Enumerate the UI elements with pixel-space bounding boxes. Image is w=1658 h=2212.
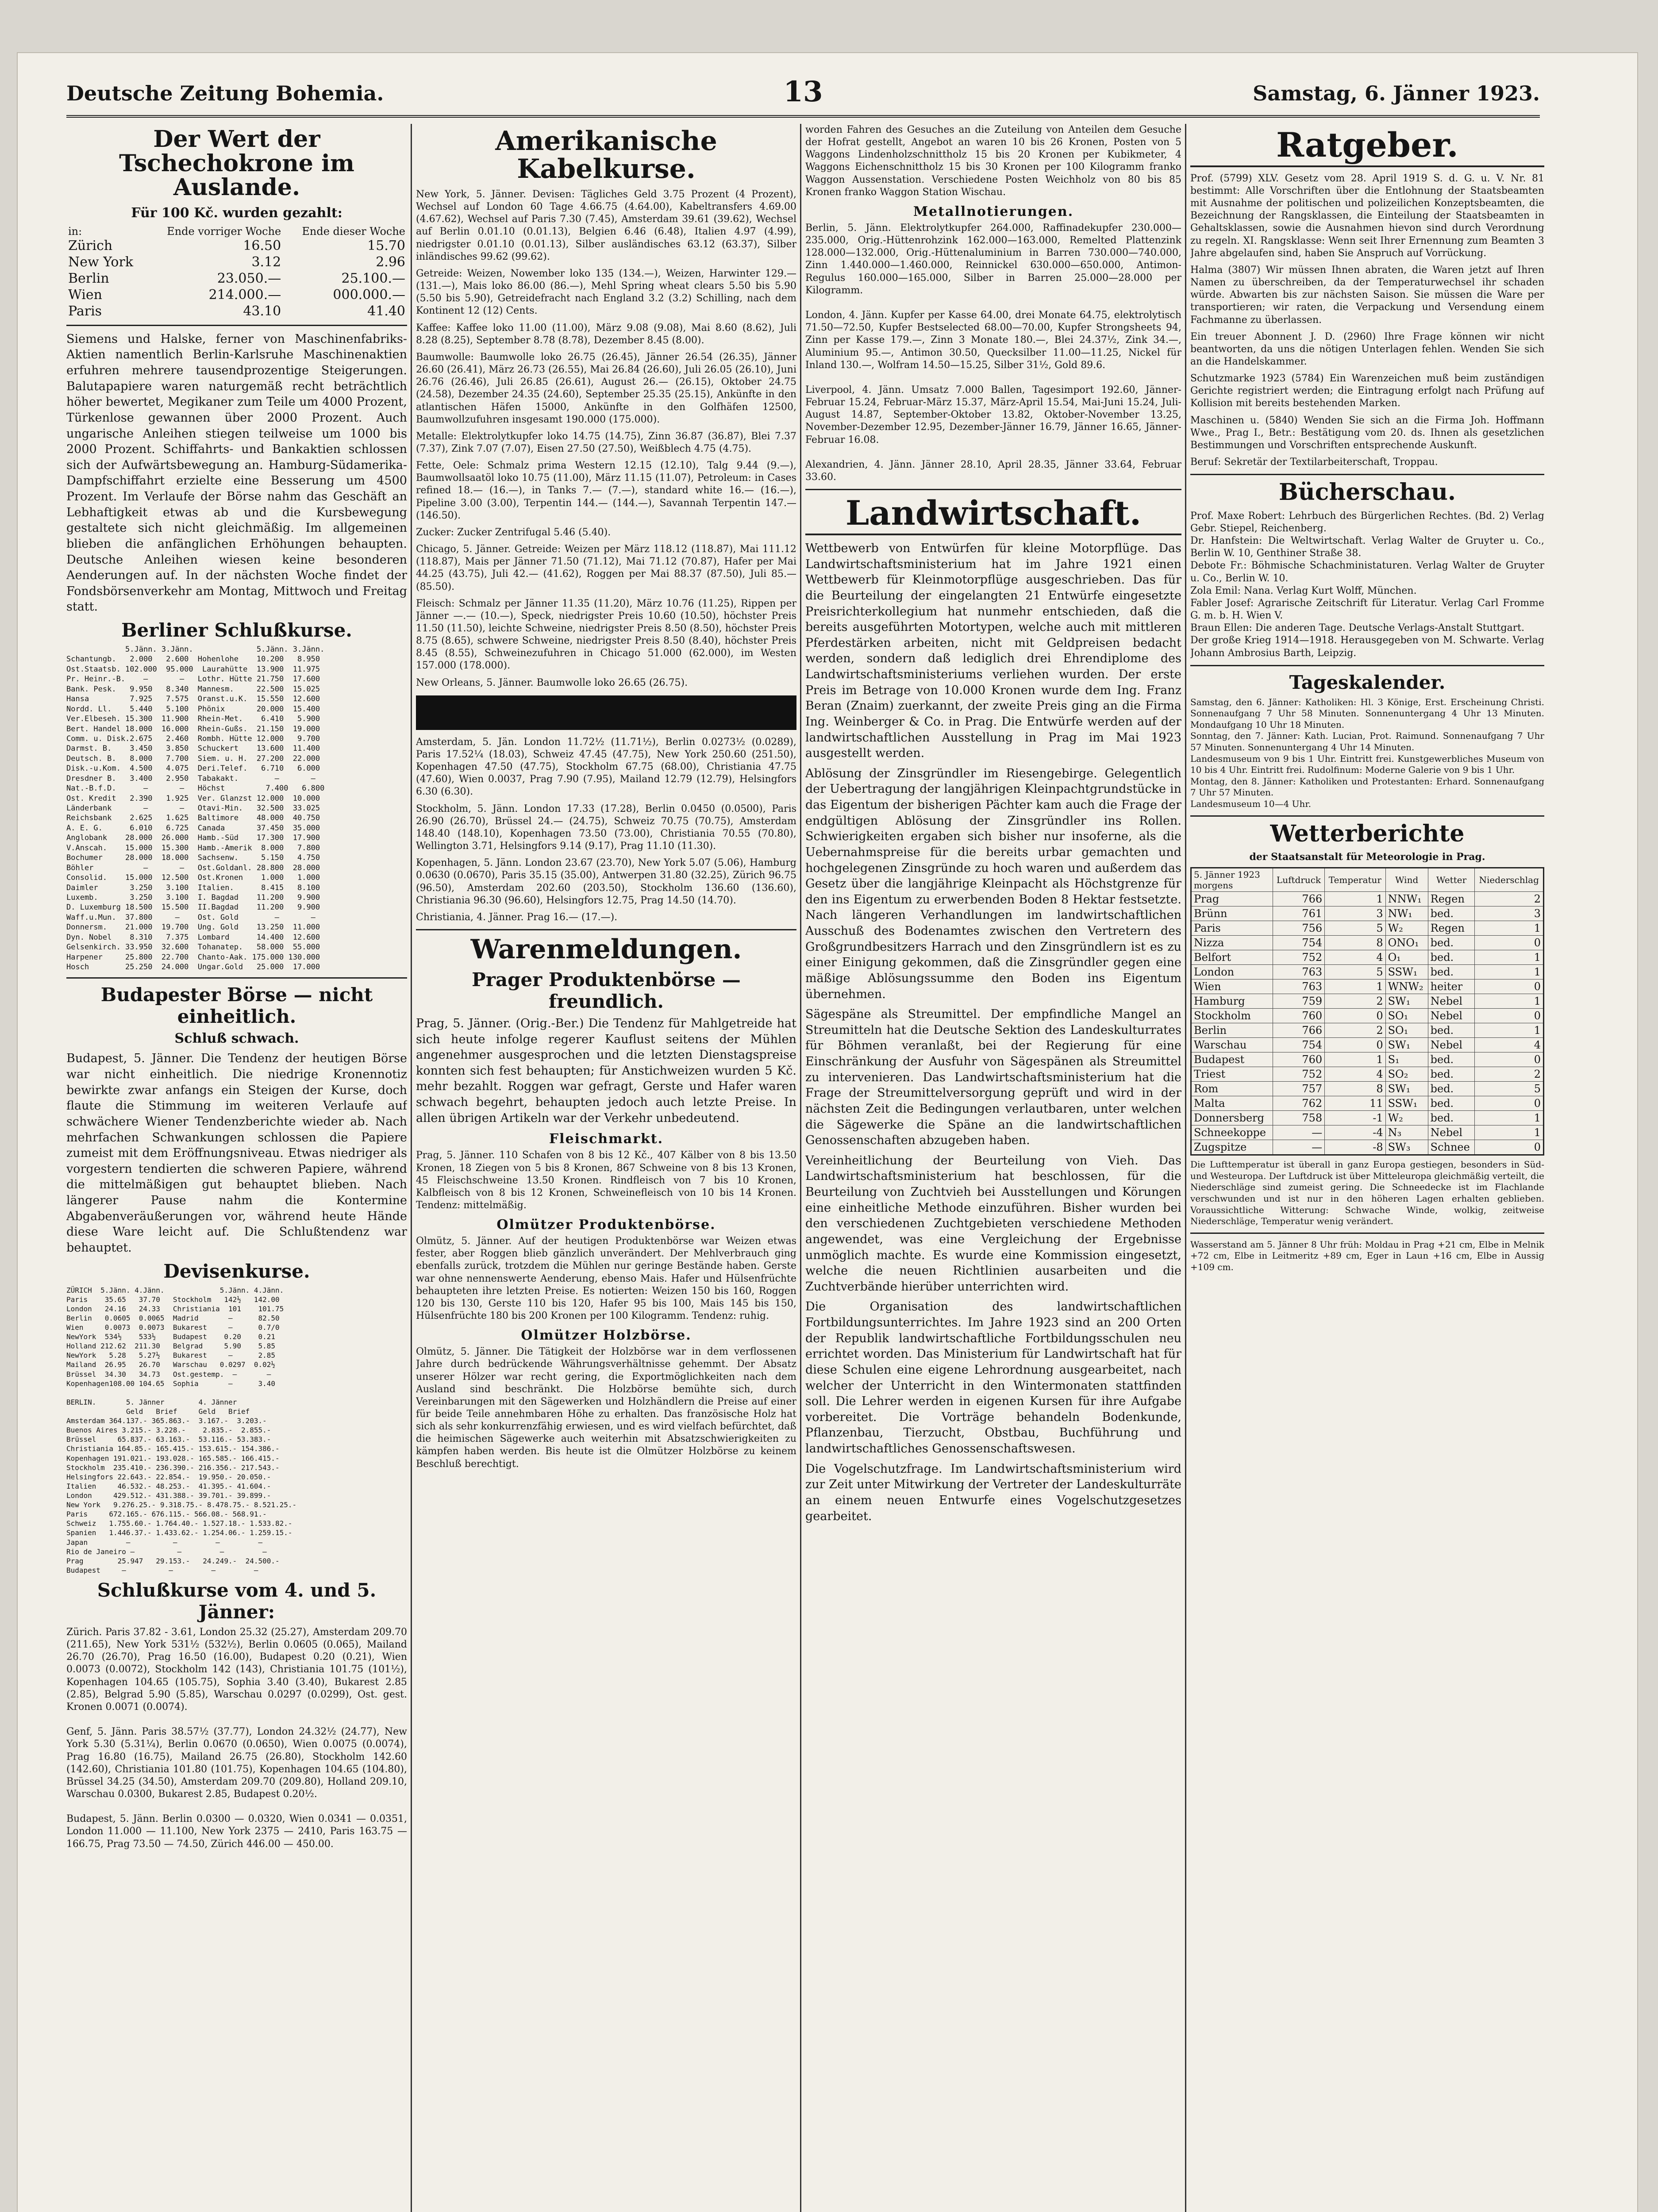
weather-temperature: 0 xyxy=(1325,1009,1385,1023)
masthead-date: Samstag, 6. Jänner 1923. xyxy=(1253,81,1540,105)
weather-temperature: -1 xyxy=(1325,1111,1385,1125)
kabel-paragraph: Fette, Oele: Schmalz prima Western 12.15 (12.10), Talg 9.44 (9.—), Baumwollsaatöl loko 10.75 (11.00), März 11.15 (11.07), Petroleum: in Cases refined 18.— (16.—), in Tanks 7.— (7.—), standard white 16.— (16.—), Pipeline 3.00 (3.00), Terpentin 144.— (144.—), Savannah Terpentin 147.— (146.50). xyxy=(416,460,796,521)
weather-precipitation: 1 xyxy=(1475,950,1544,965)
table-row xyxy=(66,287,407,303)
landwirtschaft-paragraph: Vereinheitlichung der Beurteilung von Vieh. Das Landwirtschaftsministerium hat beschlossen, für die Beurteilung von Zuchtvieh bei Ausstellungen und Körungen eine einheitliche Methode einzuführen. Bisher wurden bei den verschiedenen Zuchtgebieten verschiedene Methoden angewendet, was eine Vergleichung der Ergebnisse unmöglich machte. Es wurde eine Kommission eingesetzt, welche die neuen Richtlinien ausarbeiten und die Zuchtverbände hierüber unterrichten wird. xyxy=(805,1153,1181,1294)
col-head: Temperatur xyxy=(1325,868,1385,892)
kabel-paragraph: Kaffee: Kaffee loko 11.00 (11.00), März 9.08 (9.08), Mai 8.60 (8.62), Juli 8.28 (8.25), September 8.78 (8.78), Dezember 8.45 (8.00). xyxy=(416,322,796,346)
ratgeber-paragraph: Maschinen u. (5840) Wenden Sie sich an die Firma Joh. Hoffmann Wwe., Prag I., Betr.: Bestätigung vom 20. ds. Ihnen als gesetzlichen Bestimmungen und Vorschriften entsprechende Auskunft. xyxy=(1190,415,1544,451)
weather-wind: SW₁ xyxy=(1385,994,1428,1009)
weather-temperature: -4 xyxy=(1325,1125,1385,1140)
weather-precipitation: 1 xyxy=(1475,1111,1544,1125)
table-row xyxy=(1191,936,1544,950)
column-2 xyxy=(416,124,796,2212)
col-head: Niederschlag xyxy=(1475,868,1544,892)
weather-temperature: 3 xyxy=(1325,906,1385,921)
weather-pressure: — xyxy=(1273,1140,1324,1155)
this-value: 15.70 xyxy=(367,238,405,253)
kabel-paragraph: Christiania, 4. Jänner. Prag 16.— (17.—). xyxy=(416,911,618,923)
weather-precipitation: 0 xyxy=(1475,936,1544,950)
budapest-title: Budapester Börse — nicht einheitlich. xyxy=(100,984,373,1028)
kabel-paragraph: Stockholm, 5. Jänn. London 17.33 (17.28), Berlin 0.0450 (0.0500), Paris 26.90 (26.70), Brüssel 24.— (24.75), Schweiz 70.75 (70.75), Amsterdam 148.40 (148.10), Kopenhagen 73.50 (73.00), Christiania 70.55 (70.80), Wellington 3.71, Helsingfors 9.14 (9.17), Prag 11.10 (11.30). xyxy=(416,803,796,852)
time-label: morgens xyxy=(1194,880,1233,891)
weather-wind: SW₁ xyxy=(1385,1082,1428,1096)
prev-value: 43.10 xyxy=(243,303,281,319)
weather-wind: NNW₁ xyxy=(1385,892,1428,906)
weather-place: Triest xyxy=(1191,1067,1273,1082)
weather-pressure: 757 xyxy=(1273,1082,1324,1096)
schlusskurse-title: Schlußkurse vom 4. und 5. Jänner: xyxy=(97,1579,377,1623)
city: Paris xyxy=(68,303,102,319)
kabel-paragraph: Baumwolle: Baumwolle loko 26.75 (26.45), Jänner 26.54 (26.35), Jänner 26.60 (26.41), März 26.73 (26.55), Mai 26.84 (26.60), Juli 26.05 (26.10), Juni 26.76 (26.46), Juli 26.85 (26.61), August 26.— (26.15), Oktober 24.75 (24.58), Dezember 24.35 (24.60), September 25.35 (25.15), Ankünfte in den atlantischen Häfen 15000, Ankünfte in den Golfhäfen 12500, Baumwollzufuhren insgesamt 190.000 (175.000). xyxy=(416,351,796,425)
ratgeber-paragraph: Beruf: Sekretär der Textilarbeiterschaft, Troppau. xyxy=(1190,457,1438,468)
produkten-title: Olmützer Produktenbörse. xyxy=(496,1217,716,1233)
ratgeber-paragraph: Schutzmarke 1923 (5784) Ein Warenzeichen muß beim zuständigen Gerichte registriert werden; die Eintragung erfolgt nach Prüfung auf Kollision mit bereits bestehenden Marken. xyxy=(1190,373,1544,409)
weather-pressure: 754 xyxy=(1273,1038,1324,1052)
masthead-title: Deutsche Zeitung Bohemia. xyxy=(66,81,384,105)
this-value: 2.96 xyxy=(376,254,405,270)
weather-weather: Nebel xyxy=(1428,1038,1475,1052)
weather-temperature: 1 xyxy=(1325,979,1385,994)
berlin-title: Berliner Schlußkurse. xyxy=(121,619,352,641)
weather-pressure: 766 xyxy=(1273,1023,1324,1038)
landwirtschaft-paragraph: Wettbewerb von Entwürfen für kleine Motorpflüge. Das Landwirtschaftsministerium hat im Jahre 1921 einen Wettbewerb für Kleinmotorpflüge ausgeschrieben. Das für die Beurteilung der eingelangten 21 Entwürfe eingesetzte Preisrichterkollegium hat nunmehr entschieden, daß die bereits ausgeführten Motortypen, welche auch mit mittleren Pferdestärken arbeiten, nicht mit Geldpreisen bedacht werden, sondern daß lediglich drei Ehrendiplome des Landwirtschaftsministeriums verliehen wurden. Der erste Preis im Betrage von 10.000 Kronen wurde dem Ing. Franz Beran (Znaim) zuerkannt, der zweite Preis ging an die Firma Ing. Weinberger & Co. in Prag. Die Entwürfe werden auf der landwirtschaftlichen Ausstellung in Prag im Mai 1923 ausgestellt werden. xyxy=(805,541,1181,760)
kabel-paragraph: Kopenhagen, 5. Jänn. London 23.67 (23.70), New York 5.07 (5.06), Hamburg 0.0630 (0.0670), Paris 35.15 (35.00), Antwerpen 31.80 (32.25), Zürich 96.75 (96.50), Amsterdam 202.60 (203.50), Stockholm 136.60 (136.60), Christiania 96.30 (96.60), Helsingfors 12.75, Prag 14.50 (14.70). xyxy=(416,857,796,906)
divider xyxy=(1190,1233,1544,1234)
weather-place: Schneekoppe xyxy=(1191,1125,1273,1140)
weather-wind: SSW₁ xyxy=(1385,1096,1428,1111)
metall-body: Berlin, 5. Jänn. Elektrolytkupfer 264.000, Raffinadekupfer 230.000—235.000, Orig.-Hüttenrohzink 162.000—163.000, Remelted Plattenzink 128.000—132.000, Orig.-Hüttenaluminium in Barren 730.000—740.000, Zinn 1.440.000—1.460.000, Reinnickel 630.000—650.000, Antimon-Regulus 160.000—165.000, Silber in Barren 25.000—28.000 per Kilogramm. London, 4. Jänn. Kupfer per Kasse 64.00, drei Monate 64.75, elektrolytisch 71.50—72.50, Kupfer Bestselected 68.00—70.00, Kupfer Strongsheets 94, Zinn per Kasse 179.—, Zinn 3 Monate 180.—, Blei 24.37½, Zink 34.—, Aluminium 95.—, Antimon 30.50, Quecksilber 11.00—11.25, Nickel für Inland 130.—, Wolfram 14.50—15.25, Silber 31½, Gold 89.6. Liverpool, 4. Jänn. Umsatz 7.000 Ballen, Tagesimport 192.60, Jänner-Februar 15.24, Februar-März 15.37, März-April 15.54, Mai-Juni 15.24, Juli-August 14.87, September-Oktober 13.82, Oktober-November 13.25, November-Dezember 12.95, Dezember-Jänner 16.79, Jänner 16.65, Jänner-Februar 16.08. Alexandrien, 4. Jänn. Jänner 28.10, April 28.35, Jänner 33.64, Februar 33.60. xyxy=(805,222,1181,483)
weather-temperature: 11 xyxy=(1325,1096,1385,1111)
krone-subtitle: Für 100 Kč. wurden gezahlt: xyxy=(131,205,342,221)
divider xyxy=(66,977,407,979)
table-row xyxy=(1191,906,1544,921)
weather-pressure: 761 xyxy=(1273,906,1324,921)
this-value: 000.000.— xyxy=(333,287,405,303)
weather-weather: bed. xyxy=(1428,1111,1475,1125)
weather-place: Stockholm xyxy=(1191,1009,1273,1023)
weather-rows xyxy=(1191,892,1544,1155)
weather-place: Prag xyxy=(1191,892,1273,906)
newspaper-page xyxy=(18,53,1637,2212)
weather-place: Berlin xyxy=(1191,1023,1273,1038)
weather-wind: SW₁ xyxy=(1385,1038,1428,1052)
weather-weather: bed. xyxy=(1428,1096,1475,1111)
weather-temperature: 2 xyxy=(1325,994,1385,1009)
weather-precipitation: 0 xyxy=(1475,1096,1544,1111)
table-row xyxy=(1191,1140,1544,1155)
divider xyxy=(66,325,407,326)
weather-weather: Regen xyxy=(1428,892,1475,906)
column-rule xyxy=(411,124,412,2212)
wetter-title: Wetterberichte xyxy=(1270,820,1465,847)
page-number: 13 xyxy=(783,75,823,108)
this-value: 25.100.— xyxy=(341,270,405,286)
weather-wind: SSW₁ xyxy=(1385,965,1428,979)
ratgeber-title: Ratgeber. xyxy=(1190,127,1544,167)
weather-wind: ONO₁ xyxy=(1385,936,1428,950)
weather-place: Paris xyxy=(1191,921,1273,936)
weather-precipitation: 4 xyxy=(1475,1038,1544,1052)
weather-pressure: 759 xyxy=(1273,994,1324,1009)
table-row xyxy=(66,254,407,270)
city: New York xyxy=(68,254,133,270)
landwirtschaft-title: Landwirtschaft. xyxy=(805,495,1181,535)
krone-table-head xyxy=(66,225,407,238)
weather-weather: bed. xyxy=(1428,1052,1475,1067)
weather-place: Belfort xyxy=(1191,950,1273,965)
kabel-paragraph: Chicago, 5. Jänner. Getreide: Weizen per März 118.12 (118.87), Mai 111.12 (118.87), Mais per Jänner 71.50 (71.12), Mai 71.12 (70.87), Hafer per Mai 44.25 (43.75), Juli 42.— (41.62), Roggen per Mai 88.37 (87.50), Juli 85.— (85.50). xyxy=(416,544,796,592)
wetter-subtitle: der Staatsanstalt für Meteorologie in Prag. xyxy=(1249,851,1485,863)
weather-wind: WNW₂ xyxy=(1385,979,1428,994)
weather-temperature: 4 xyxy=(1325,1067,1385,1082)
divider xyxy=(1190,815,1544,817)
table-row xyxy=(1191,1009,1544,1023)
weather-pressure: 754 xyxy=(1273,936,1324,950)
landwirtschaft-paragraph: Sägespäne als Streumittel. Der empfindliche Mangel an Streumitteln hat die Deutsche Sektion des Landeskulturrates für Böhmen veranlaßt, bei der Regierung für eine Einschränkung der Ausfuhr von Sägespänen als Streumittel zu intervenieren. Das Landwirtschaftsministerium hat die Frage der Streumittelversorgung geprüft und wird in der nächsten Zeit die Bedingungen verlautbaren, unter welchen die Sägewerke die Späne an die landwirtschaftlichen Genossenschaften abzugeben haben. xyxy=(805,1007,1181,1148)
city: Zürich xyxy=(68,238,113,253)
fleisch-body: Prag, 5. Jänner. 110 Schafen von 8 bis 12 Kč., 407 Kälber von 8 bis 13.50 Kronen, 18 Ziegen von 5 bis 8 Kronen, 867 Schweine von 8 bis 13 Kronen, 45 Fleischschweine 13.50 Kronen. Rindfleisch von 7 bis 10 Kronen, Kalbfleisch von 8 bis 12 Kronen, Schweinefleisch von 10 bis 14 Kronen. Tendenz: mittelmäßig. xyxy=(416,1150,796,1211)
weather-temperature: 8 xyxy=(1325,1082,1385,1096)
fleisch-title: Fleischmarkt. xyxy=(549,1131,664,1147)
table-row xyxy=(1191,1111,1544,1125)
kabelkurse-title: Amerikanische Kabelkurse. xyxy=(495,126,717,184)
date-label: 5. Jänner 1923 xyxy=(1194,869,1260,880)
weather-weather: bed. xyxy=(1428,950,1475,965)
weather-wind: SW₃ xyxy=(1385,1140,1428,1155)
weather-weather: bed. xyxy=(1428,965,1475,979)
weather-wind: N₃ xyxy=(1385,1125,1428,1140)
weather-pressure: 760 xyxy=(1273,1009,1324,1023)
weather-weather: bed. xyxy=(1428,936,1475,950)
weather-precipitation: 1 xyxy=(1475,1125,1544,1140)
tageskalender-title: Tageskalender. xyxy=(1289,671,1446,693)
budapest-body: Budapest, 5. Jänner. Die Tendenz der heutigen Börse war nicht einheitlich. Die niedrige Kronennotiz bewirkte zwar anfangs ein Steigen der Kurse, doch flaute die Stimmung im weiteren Verlaufe auf schwächere Wiener Tendenzberichte wieder ab. Nach mehrfachen Schwankungen schlossen die Papiere zumeist mit dem Eröffnungsniveau. Etwas niedriger als vorgestern tendierten die schweren Papiere, während die mittelmäßigen gut behauptet blieben. Nach längerer Pause nahm die Kontermine Abgabenveräußerungen vor, während heute Hände diese Ware leicht auf. Die Schlußtendenz war behauptet. xyxy=(66,1052,407,1255)
table-row xyxy=(1191,994,1544,1009)
weather-temperature: 8 xyxy=(1325,936,1385,950)
weather-precipitation: 5 xyxy=(1475,1082,1544,1096)
weather-pressure: 752 xyxy=(1273,950,1324,965)
divider xyxy=(1190,474,1544,475)
buecherschau-title: Bücherschau. xyxy=(1278,479,1456,506)
landwirtschaft-paragraph: Ablösung der Zinsgründler im Riesengebirge. Gelegentlich der Uebertragung der langjährigen Kleinpachtgrundstücke in das Eigentum der bisherigen Pächter kam auch die Frage der endgültigen Ablösung der Zinsgründler ins Rollen. Schwierigkeiten ergaben sich bisher nur insoferne, als die Uebernahmspreise für die bereits urbar gemachten und hochgelegenen Zinsgründe zu hoch waren und außerdem das Gesetz über die langjährige Kleinpacht als Höchstgrenze für den ins Eigentum zu erwerbenden Boden 8 Hektar festsetzte. Nach längeren Verhandlungen im landwirtschaftlichen Ausschuß des Bodenamtes zwischen den Vertretern des Großgrundbesitzers Harrach und den Zinsgründlern ist es zu einer Einigung gekommen, daß die Zinsgründler gegen eine mäßige Ablösungssumme den Boden ins Eigentum übernehmen. xyxy=(805,766,1181,1001)
column-1 xyxy=(66,124,407,2212)
weather-pressure: — xyxy=(1273,1125,1324,1140)
wetter-body: Die Lufttemperatur ist überall in ganz Europa gestiegen, besonders in Süd- und Westeuropa. Der Luftdruck ist über Mitteleuropa gleichmäßig verteilt, die Niederschläge sind zumeist gering. Die Schneedecke ist im Flachlande verschwunden und ist nur in den höheren Lagen erhalten geblieben. Voraussichtliche Witterung: Schwache Winde, wolkig, zeitweise Niederschläge, Temperatur wenig verändert. xyxy=(1190,1159,1544,1227)
weather-weather: Schnee xyxy=(1428,1140,1475,1155)
weather-temperature: 1 xyxy=(1325,1052,1385,1067)
weather-temperature: 5 xyxy=(1325,921,1385,936)
column-3 xyxy=(805,124,1181,2212)
masthead xyxy=(66,75,1540,118)
table-row xyxy=(1191,965,1544,979)
krone-title: Der Wert der Tschechokrone im Auslande. xyxy=(119,126,354,201)
weather-wind: SO₁ xyxy=(1385,1009,1428,1023)
weather-place: Nizza xyxy=(1191,936,1273,950)
table-row xyxy=(1191,1096,1544,1111)
kabel-paragraph: Metalle: Elektrolytkupfer loko 14.75 (14.75), Zinn 36.87 (36.87), Blei 7.37 (7.37), Zink 7.07 (7.07), Eisen 27.50 (27.50), Weißblech 4.75 (4.75). xyxy=(416,430,796,454)
head-prev: Ende vorriger Woche xyxy=(167,225,281,238)
weather-wind: SO₂ xyxy=(1385,1067,1428,1082)
table-row xyxy=(1191,1038,1544,1052)
weather-precipitation: 2 xyxy=(1475,892,1544,906)
divider xyxy=(416,929,796,930)
weather-pressure: 752 xyxy=(1273,1067,1324,1082)
weather-place: Rom xyxy=(1191,1082,1273,1096)
kabel-paragraph: Amsterdam, 5. Jän. London 11.72½ (11.71½), Berlin 0.0273½ (0.0289), Paris 17.52¼ (18.03), Schweiz 47.45 (47.75), New York 250.60 (251.50), Kopenhagen 47.50 (47.75), Stockholm 67.75 (68.00), Christiania 47.75 (47.60), Wien 0.0037, Prag 7.90 (7.95), Mailand 12.79 (12.79), Helsingfors 6.30 (6.30). xyxy=(416,736,796,798)
weather-weather: bed. xyxy=(1428,1067,1475,1082)
weather-pressure: 766 xyxy=(1273,892,1324,906)
table-row xyxy=(1191,1023,1544,1038)
table-row xyxy=(66,303,407,319)
holz-continued: worden Fahren des Gesuches an die Zuteilung von Anteilen dem Gesuche der Hofrat gestellt, Angebot an waren 10 bis 26 Kronen, Posten von 5 Waggons Lindenholzschnittholz 15 bis 20 Kronen per Kubikmeter, 4 Waggons Eichenschnittholz 15 bis 30 Kronen per 100 Kilogramm franko Waggon Aussenstation. Verschiedene Posten Weichholz von 80 bis 85 Kronen franko Waggon Station Wischau. xyxy=(805,124,1181,198)
table-row xyxy=(1191,979,1544,994)
weather-pressure: 760 xyxy=(1273,1052,1324,1067)
head-this: Ende dieser Woche xyxy=(302,225,405,238)
holz-title: Olmützer Holzbörse. xyxy=(521,1328,692,1344)
table-row xyxy=(1191,921,1544,936)
weather-place: Budapest xyxy=(1191,1052,1273,1067)
prag-boerse-body: Prag, 5. Jänner. (Orig.-Ber.) Die Tendenz für Mahlgetreide hat sich heute infolge regerer Kauflust seitens der Mühlen angenehmer ausgesprochen und die letzten Dienstagspreise konnten sich fest behaupten; für Anstichweizen wurden 5 Kč. mehr bezahlt. Roggen war gefragt, Gerste und Hafer waren schwach begehrt, behaupten jedoch auch letzte Preise. In allen übrigen Artikeln war der Verkehr unbedeutend. xyxy=(416,1016,796,1125)
krone-body: Siemens und Halske, ferner von Maschinenfabriks-Aktien namentlich Berlin-Karlsruhe Maschinenaktien erfuhren mehrere tausendprozentige Steigerungen. Balutapapiere waren naturgemäß recht beträchtlich höher bewertet, Megikaner zum Teile um 4000 Prozent, Türkenlose gewannen über 2000 Prozent. Auch ungarische Anleihen stiegen teilweise um 1000 bis 2000 Prozent. Schiffahrts- und Bankaktien schlossen sich der Aufwärtsbewegung an. Hamburg-Südamerika-Dampfschiffahrt erzielte eine Besserung um 4500 Prozent. Im Verlaufe der Börse nahm das Geschäft an Lebhaftigkeit etwas ab und die Kursbewegung gestaltete sich nicht gleichmäßig. Im allgemeinen blieben die anfänglichen Erhöhungen behaupten. Deutsche Anleihen wiesen keine besonderen Aenderungen auf. In der nächsten Woche findet der Fondsbörsenverkehr am Montag, Mittwoch und Freitag statt. xyxy=(66,332,407,614)
table-row xyxy=(1191,950,1544,965)
table-row xyxy=(1191,892,1544,906)
col-head: Wind xyxy=(1385,868,1428,892)
landwirtschaft-paragraph: Die Vogelschutzfrage. Im Landwirtschaftsministerium wird zur Zeit unter Mitwirkung der Vertreter der Landeskulturräte an einem neuen Entwurfe eines Vogelschutzgesetzes gearbeitet. xyxy=(805,1462,1181,1523)
ratgeber-paragraph: Prof. (5799) XLV. Gesetz vom 28. April 1919 S. d. G. u. V. Nr. 81 bestimmt: Alle Vorschriften über die Entlohnung der Staatsbeamten mit Ausnahme der politischen und polizeilichen Konzeptsbeamten, die Bezeichnung der Rangsklassen, die Einteilung der Staatsbeamten in Gehaltsklassen, sowie die Ausnahmen hievon sind durch Verordnung zu regeln. XI. Rangsklasse: Wenn seit Ihrer Ernennung zum Beamten 3 Jahre abgelaufen sind, haben Sie Anspruch auf Vorrückung. xyxy=(1190,173,1544,259)
weather-wind: W₂ xyxy=(1385,921,1428,936)
weather-place: Brünn xyxy=(1191,906,1273,921)
weather-wind: SO₁ xyxy=(1385,1023,1428,1038)
metall-title: Metallnotierungen. xyxy=(913,204,1074,219)
weather-place: Malta xyxy=(1191,1096,1273,1111)
kabel-paragraph: Fleisch: Schmalz per Jänner 11.35 (11.20), März 10.76 (11.25), Rippen per Jänner —.— (10.—), Speck, niedrigster Preis 10.60 (10.50), höchster Preis 11.50 (11.50), leichte Schweine, niedrigster Preis 8.50 (8.50), höchster Preis 8.75 (8.65), schwere Schweine, niedrigster Preis 8.50 (8.40), höchster Preis 8.45 (8.55), Schweinezufuhren in Chicago 51.000 (62.000), im Westen 157.000 (178.000). xyxy=(416,598,796,672)
prag-boerse-title: Prager Produktenbörse — freundlich. xyxy=(472,968,741,1012)
weather-weather: bed. xyxy=(1428,906,1475,921)
weather-temperature: 1 xyxy=(1325,892,1385,906)
table-row xyxy=(1191,1052,1544,1067)
buecherschau-body: Prof. Maxe Robert: Lehrbuch des Bürgerlichen Rechtes. (Bd. 2) Verlag Gebr. Stiepel, Reichenberg. Dr. Hanfstein: Die Weltwirtschaft. Verlag Walter de Gruyter u. Co., Berlin W. 10, Genthiner Straße 38. Debote Fr.: Böhmische Schachministaturen. Verlag Walter de Gruyter u. Co., Berlin W. 10. Zola Emil: Nana. Verlag Kurt Wolff, München. Fabler Josef: Agrarische Zeitschrift für Literatur. Verlag Carl Fromme G. m. b. H. Wien V. Braun Ellen: Die anderen Tage. Deutsche Verlags-Anstalt Stuttgart. Der große Krieg 1914—1918. Herausgegeben von M. Schwarte. Verlag Johann Ambrosius Barth, Leipzig. xyxy=(1190,510,1544,659)
wasserstand: Wasserstand am 5. Jänner 8 Uhr früh: Moldau in Prag +21 cm, Elbe in Melnik +72 cm, Elbe in Leitmeritz +89 cm, Eger in Laun +16 cm, Elbe in Aussig +109 cm. xyxy=(1190,1239,1544,1272)
weather-wind: O₁ xyxy=(1385,950,1428,965)
weather-precipitation: 0 xyxy=(1475,979,1544,994)
schlusskurse-body: Zürich. Paris 37.82 - 3.61, London 25.32 (25.27), Amsterdam 209.70 (211.65), New York 531½ (532½), Berlin 0.0605 (0.065), Mailand 26.70 (26.70), Prag 16.50 (16.00), Budapest 0.20 (0.21), Wien 0.0073 (0.0072), Stockholm 142 (143), Christiania 101.75 (101½), Kopenhagen 104.65 (105.75), Sophia 3.40 (3.40), Bukarest 2.85 (2.85), Belgrad 5.90 (5.85), Warschau 0.0297 (0.0299), Ost. gest. Kronen 0.0071 (0.0074). Genf, 5. Jänn. Paris 38.57½ (37.77), London 24.32½ (24.77), New York 5.30 (5.31¼), Berlin 0.0670 (0.0650), Wien 0.0075 (0.0074), Prag 16.80 (16.75), Mailand 26.75 (26.80), Stockholm 142.60 (142.60), Christiania 101.80 (101.75), Kopenhagen 104.65 (104.80), Brüssel 34.25 (34.50), Amsterdam 209.70 (209.80), Holland 209.10, Warschau 0.0300, Bukarest 2.85, Budapest 0.20½. Budapest, 5. Jänn. Berlin 0.0300 — 0.0320, Wien 0.0341 — 0.0351, London 11.000 — 11.100, New York 2375 — 2410, Paris 163.75 — 166.75, Prag 73.50 — 74.50, Zürich 446.00 — 450.00. xyxy=(66,1626,407,1850)
weather-temperature: -8 xyxy=(1325,1140,1385,1155)
divider xyxy=(805,489,1181,490)
weather-table-head xyxy=(1191,868,1544,892)
weather-precipitation: 1 xyxy=(1475,994,1544,1009)
column-rule xyxy=(800,124,801,2212)
weather-place: Wien xyxy=(1191,979,1273,994)
weather-pressure: 756 xyxy=(1273,921,1324,936)
this-value: 41.40 xyxy=(367,303,405,319)
weather-pressure: 763 xyxy=(1273,979,1324,994)
divider xyxy=(1190,665,1544,666)
kabel-paragraph: New Orleans, 5. Jänner. Baumwolle loko 26.65 (26.75). xyxy=(416,677,688,688)
table-row xyxy=(1191,1082,1544,1096)
weather-weather: Nebel xyxy=(1428,994,1475,1009)
warenmeldungen-title: Warenmeldungen. xyxy=(470,933,742,965)
weather-table xyxy=(1190,867,1544,1156)
weather-pressure: 758 xyxy=(1273,1111,1324,1125)
weather-weather: Regen xyxy=(1428,921,1475,936)
weather-temperature: 4 xyxy=(1325,950,1385,965)
prev-value: 16.50 xyxy=(243,238,281,253)
city: Wien xyxy=(68,287,102,303)
prev-value: 23.050.— xyxy=(217,270,281,286)
kabel-paragraph: New York, 5. Jänner. Devisen: Tägliches Geld 3.75 Prozent (4 Prozent), Wechsel auf London 60 Tage 4.66.75 (4.64.00), Kabeltransfers 4.69.00 (4.67.62), Wechsel auf Paris 7.30 (7.45), Amsterdam 39.61 (39.62), Wechsel auf Berlin 0.01.10 (0.01.13), Belgien 6.46 (6.48), Italien 4.97 (4.99), niedrigster 0.01.10 (0.01.13), Silber ausländisches 63.12 (63.37), Silber inländisches 99.62 (99.62). xyxy=(416,189,796,262)
devisen-table: ZÜRICH 5.Jänn. 4.Jänn. 5.Jänn. 4.Jänn. Paris 35.65 37.70 Stockholm 142½ 142.00 London 24.16 24.33 Christiania 101 101.75 Berlin 0.0605 0.0065 Madrid — 82.50 Wien 0.0073 0.0073 Bukarest — 0.7/0 NewYork 534½ 533½ Budapest 0.20 0.21 Holland 212.62 211.30 Belgrad 5.90 5.85 NewYork 5.28 5.27½ Bukarest — 2.85 Mailand 26.95 26.70 Warschau 0.0297 0.02½ Brüssel 34.30 34.73 Ost.gestemp. — — Kopenhagen108.00 104.65 Sophia — 3.40 BERLIN. 5. Jänner 4. Jänner Geld Brief Geld Brief Amsterdam 364.137.- 365.863.- 3.167.- 3.203.- Buenos Aires 3.215.- 3.228.- 2.835.- 2.855.- Brüssel 65.837.- 63.163.- 53.116.- 53.383.- Christiania 164.85.- 165.415.- 153.615.- 154.386.- Kopenhagen 191.021.- 193.028.- 165.585.- 166.415.- Stockholm 235.410.- 236.390.- 216.356.- 217.543.- Helsingfors 22.643.- 22.854.- 19.950.- 20.050.- Italien 46.532.- 48.253.- 41.395.- 41.604.- London 429.512.- 431.388.- 39.701.- 39.899.- New York 9.276.25.- 9.318.75.- 8.478.75.- 8.521.25.- Paris 672.165.- 676.115.- 566.08.- 568.91.- Schweiz 1.755.60.- 1.764.40.- 1.527.18.- 1.533.82.- Spanien 1.446.37.- 1.433.62.- 1.254.06.- 1.259.15.- Japan — — — — Rio de Janeiro — — — — Prag 25.947 29.153.- 24.249.- 24.500.- Budapest — — — — xyxy=(66,1286,297,1575)
col-head: Luftdruck xyxy=(1273,868,1324,892)
weather-wind: S₁ xyxy=(1385,1052,1428,1067)
prev-value: 3.12 xyxy=(251,254,281,270)
weather-pressure: 763 xyxy=(1273,965,1324,979)
weather-wind: W₂ xyxy=(1385,1111,1428,1125)
kabel-paragraph: Getreide: Weizen, Nowember loko 135 (134.—), Weizen, Harwinter 129.— (131.—), Mais loko 86.00 (86.—), Mehl Spring wheat clears 5.50 bis 5.90 (5.50 bis 5.90), Getreidefracht nach England 3.2 (3.2) Schilling, nach dem Kontinent 12 (12) Cents. xyxy=(416,268,796,317)
weather-temperature: 0 xyxy=(1325,1038,1385,1052)
weather-place: Hamburg xyxy=(1191,994,1273,1009)
weather-wind: NW₁ xyxy=(1385,906,1428,921)
weather-weather: bed. xyxy=(1428,1023,1475,1038)
table-row xyxy=(66,270,407,287)
weather-precipitation: 0 xyxy=(1475,1009,1544,1023)
weather-precipitation: 1 xyxy=(1475,965,1544,979)
weather-pressure: 762 xyxy=(1273,1096,1324,1111)
column-4 xyxy=(1190,124,1544,2212)
ratgeber-paragraph: Halma (3807) Wir müssen Ihnen abraten, die Waren jetzt auf Ihren Namen zu überschreiben, da der Temperaturwechsel ihr schaden würde. Abwarten bis zur nächsten Saison. Sie müssen die Ware per transportieren; wir raten, die Verpackung und Versendung einem Fachmanne zu überlassen. xyxy=(1190,264,1544,326)
weather-place: Donnersberg xyxy=(1191,1111,1273,1125)
table-row xyxy=(66,238,407,254)
prev-value: 214.000.— xyxy=(208,287,281,303)
weather-weather: bed. xyxy=(1428,1082,1475,1096)
berlin-table: 5.Jänn. 3.Jänn. 5.Jänn. 3.Jänn. Schantungb. 2.000 2.600 Hohenlohe 10.200 8.950 Ost.Staatsb. 102.000 95.000 Laurahütte 13.900 11.975 Pr. Heinr.-B. — — Lothr. Hütte 21.750 17.600 Bank. Pesk. 9.950 8.340 Mannesm. 22.500 15.025 Hansa 7.925 7.575 Oranst.u.K. 15.550 12.600 Nordd. Ll. 5.440 5.100 Phönix 20.000 15.400 Ver.Elbeseh. 15.300 11.900 Rhein-Met. 6.410 5.900 Bert. Handel 18.000 16.000 Rhein-Gußs. 21.150 19.000 Comm. u. Disk.2.675 2.460 Rombh. Hütte 12.000 9.700 Darmst. B. 3.450 3.850 Schuckert 13.600 11.400 Deutsch. B. 8.000 7.700 Siem. u. H. 27.200 22.000 Disk.-u.Kom. 4.500 4.075 Deri.Telef. 6.710 6.000 Dresdner B. 3.400 2.950 Tabakakt. — — Nat.-B.f.D. — — Höchst 7.400 6.800 Ost. Kredit 2.390 1.925 Ver. Glanzst 12.000 10.000 Länderbank — — Otavi-Min. 32.500 33.025 Reichsbank 2.625 1.625 Baltimore 48.000 40.750 A. E. G. 6.010 6.725 Canada 37.450 35.000 Anglobank 28.000 26.000 Hamb.-Süd 17.300 17.900 V.Anscah. 15.000 15.300 Hamb.-Amerik 8.000 7.800 Bochumer 28.000 18.000 Sachsenw. 5.150 4.750 Böhler — — Ost.Goldanl. 28.800 28.000 Consolid. 15.000 12.500 Ost.Kronen 1.000 1.000 Daimler 3.250 3.100 Italien. 8.415 8.100 Luxemb. 3.250 3.100 I. Bagdad 11.200 9.900 D. Luxemburg 18.500 15.500 II.Bagdad 11.200 9.900 Waff.u.Mun. 37.800 — Ost. Gold — — Donnersm. 21.000 19.700 Ung. Gold 13.250 11.000 Dyn. Nobel 8.310 7.375 Lombard 14.400 12.600 Gelsenkirch. 33.950 32.600 Tohanatep. 58.000 55.000 Harpener 25.800 22.700 Chanto-Aak. 175.000 130.000 Hosch 25.250 24.000 Ungar.Gold 25.000 17.000 xyxy=(66,645,325,972)
holz-body: Olmütz, 5. Jänner. Die Tätigkeit der Holzbörse war in dem verflossenen Jahre durch bedrückende Währungsverhältnisse gehemmt. Der Absatz unserer Hölzer war recht gering, die Exportmöglichkeiten nach dem Ausland sind beschränkt. Die Holzbörse bemühte sich, durch Vereinbarungen mit den Sägewerken und Holzhändlern die Preise auf einer für beide Teile annehmbaren Höhe zu erhalten. Das französische Holz hat sich als sehr konkurrenzfähig erwiesen, und es wird vielfach befürchtet, daß die heimischen Sägewerke auch weiterhin mit Absatzschwierigkeiten zu kämpfen haben werden. Bis heute ist die Olmützer Holzbörse zu keinem Beschluß berechtigt. xyxy=(416,1346,796,1470)
head-in: in: xyxy=(68,225,82,238)
weather-place: London xyxy=(1191,965,1273,979)
kabel-paragraph: Zucker: Zucker Zentrifugal 5.46 (5.40). xyxy=(416,526,611,538)
weather-precipitation: 3 xyxy=(1475,906,1544,921)
weather-weather: heiter xyxy=(1428,979,1475,994)
budapest-subtitle: Schluß schwach. xyxy=(174,1031,299,1047)
devisen-title: Devisenkurse. xyxy=(163,1260,310,1282)
landwirtschaft-paragraph: Die Organisation des landwirtschaftlichen Fortbildungsunterrichtes. Im Jahre 1923 sind an 200 Orten der Republik landwirtschaftliche Fortbildungsschulen neu errichtet worden. Das Ministerium für Landwirtschaft hat für diese Schulen eine eigene Lehrordnung ausgearbeitet, nach welcher der Unterricht in den Wintermonaten stattfinden soll. Die Lehrer werden in eigenen Kursen für ihre Aufgabe vorbereitet. Die Vorträge behandeln Bodenkunde, Pflanzenbau, Tierzucht, Obstbau, Buchführung und landwirtschaftliches Genossenschaftswesen. xyxy=(805,1300,1181,1456)
weather-temperature: 2 xyxy=(1325,1023,1385,1038)
weather-precipitation: 2 xyxy=(1475,1067,1544,1082)
black-banner xyxy=(416,695,796,730)
krone-table xyxy=(66,225,407,319)
weather-precipitation: 1 xyxy=(1475,921,1544,936)
city: Berlin xyxy=(68,270,109,286)
weather-precipitation: 1 xyxy=(1475,1023,1544,1038)
table-row xyxy=(1191,1125,1544,1140)
weather-temperature: 5 xyxy=(1325,965,1385,979)
weather-precipitation: 0 xyxy=(1475,1140,1544,1155)
weather-weather: Nebel xyxy=(1428,1009,1475,1023)
column-rule xyxy=(1185,124,1186,2212)
weather-precipitation: 0 xyxy=(1475,1052,1544,1067)
weather-place: Zugspitze xyxy=(1191,1140,1273,1155)
ratgeber-paragraph: Ein treuer Abonnent J. D. (2960) Ihre Frage können wir nicht beantworten, da uns die nötigen Unterlagen fehlen. Wenden Sie sich an die Handelskammer. xyxy=(1190,331,1544,367)
produkten-body: Olmütz, 5. Jänner. Auf der heutigen Produktenbörse war Weizen etwas fester, aber Roggen blieb gänzlich unverändert. Der Mehlverbrauch ging ebenfalls zurück, trotzdem die Mühlen nur geringe Bestände haben. Gerste war ohne nennenswerte Aenderung, ebenso Mais. Hafer und Hülsenfrüchte behaupteten ihre letzten Preise. Es notierten: Weizen 150 bis 160, Roggen 120 bis 130, Gerste 110 bis 120, Hafer 95 bis 100, Mais 145 bis 150, Hülsenfrüchte 180 bis 200 Kronen per 100 Kilogramm. Tendenz: ruhig. xyxy=(416,1236,796,1322)
col-head: Wetter xyxy=(1428,868,1475,892)
tageskalender-body: Samstag, den 6. Jänner: Katholiken: Hl. 3 Könige, Erst. Erscheinung Christi. Sonnenaufgang 7 Uhr 58 Minuten. Sonnenuntergang 4 Uhr 13 Minuten. Mondaufgang 10 Uhr 18 Minuten. Sonntag, den 7. Jänner: Kath. Lucian, Prot. Raimund. Sonnenaufgang 7 Uhr 57 Minuten. Sonnenuntergang 4 Uhr 14 Minuten. Landesmuseum von 9 bis 1 Uhr. Eintritt frei. Kunstgewerbliches Museum von 10 bis 4 Uhr. Eintritt frei. Rudolfinum: Moderne Galerie von 9 bis 1 Uhr. Montag, den 8. Jänner: Katholiken und Protestanten: Erhard. Sonnenaufgang 7 Uhr 57 Minuten. Landesmuseum 10—4 Uhr. xyxy=(1190,696,1544,810)
weather-weather: Nebel xyxy=(1428,1125,1475,1140)
weather-place: Warschau xyxy=(1191,1038,1273,1052)
table-row xyxy=(1191,1067,1544,1082)
